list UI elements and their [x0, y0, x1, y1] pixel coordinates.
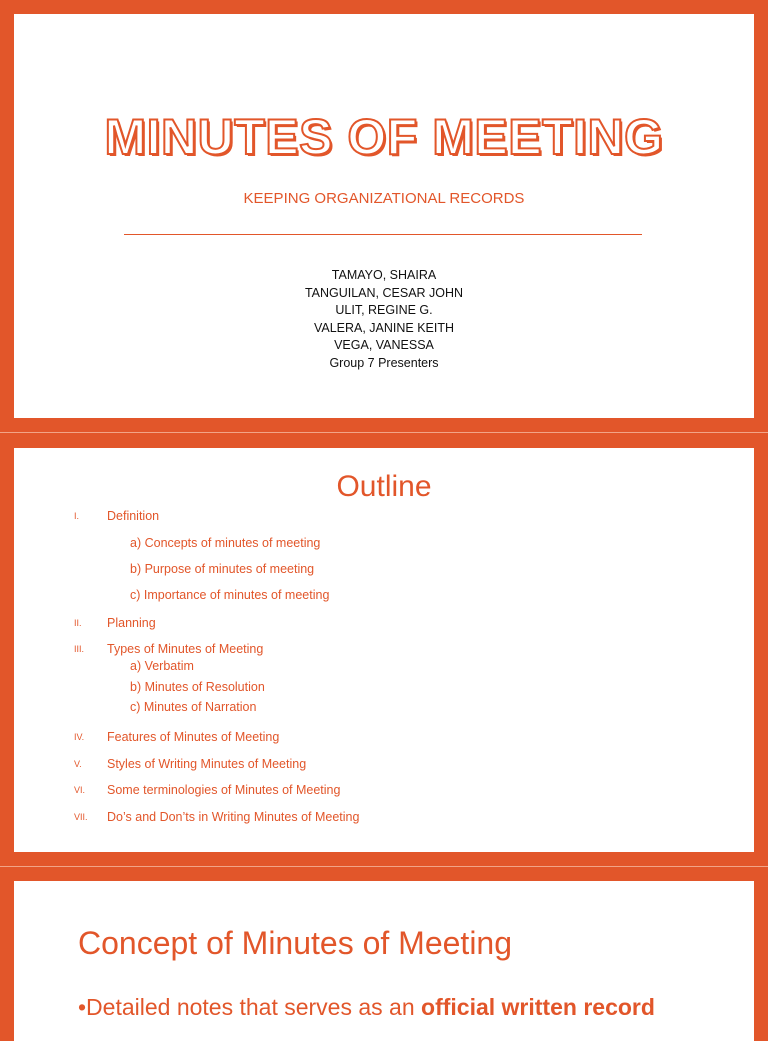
outline-item-number: VI.	[74, 785, 86, 795]
presenter-name: ULIT, REGINE G.	[335, 303, 433, 317]
outline-item-label: Styles of Writing Minutes of Meeting	[107, 757, 307, 771]
outline-item-number: II.	[74, 618, 82, 628]
presenter-group: Group 7 Presenters	[329, 355, 439, 370]
concept-title: Concept of Minutes of Meeting	[78, 925, 513, 961]
cover-title: MINUTES OF MEETING	[104, 109, 664, 165]
concept-bullet-emphasis: official written record	[421, 994, 655, 1020]
concept-slide	[14, 881, 754, 1041]
outline-item-number: I.	[74, 511, 80, 521]
outline-item-label: Some terminologies of Minutes of Meeting	[107, 783, 341, 797]
presenter-list	[14, 267, 754, 372]
outline-subitem-label: b) Minutes of Resolution	[130, 680, 265, 694]
outline-item-number: V.	[74, 759, 82, 769]
outline-title: Outline	[336, 470, 432, 503]
outline-subitem-label: a) Concepts of minutes of meeting	[130, 536, 321, 550]
outline-item-number: IV.	[74, 732, 85, 742]
outline-subitem-label: a) Verbatim	[130, 659, 194, 673]
outline-subitem-label: b) Purpose of minutes of meeting	[130, 562, 315, 576]
cover-subtitle: KEEPING ORGANIZATIONAL RECORDS	[243, 190, 525, 207]
outline-subitem-label: c) Importance of minutes of meeting	[130, 588, 330, 602]
page-separator	[0, 866, 768, 867]
outline-slide	[14, 448, 754, 852]
outline-item-label: Features of Minutes of Meeting	[107, 730, 280, 744]
outline-item-label: Definition	[107, 509, 160, 523]
outline-item-label: Planning	[107, 616, 156, 630]
cover-slide	[14, 14, 754, 418]
page-separator	[0, 432, 768, 433]
concept-bullet	[78, 994, 655, 1021]
outline-item-label: Do’s and Don’ts in Writing Minutes of Meeting	[107, 810, 360, 824]
concept-bullet-text: •Detailed notes that serves as an	[78, 994, 422, 1020]
outline-item-label: Types of Minutes of Meeting	[107, 642, 264, 656]
divider-line	[124, 234, 642, 235]
outline-item-number: III.	[74, 644, 85, 654]
presenter-name: VEGA, VANESSA	[334, 338, 434, 352]
presenter-name: TAMAYO, SHAIRA	[331, 268, 437, 282]
presenter-name: TANGUILAN, CESAR JOHN	[304, 285, 464, 300]
presenter-name: VALERA, JANINE KEITH	[313, 320, 455, 335]
outline-subitem-label: c) Minutes of Narration	[130, 700, 257, 714]
outline-item-number: VII.	[74, 812, 88, 822]
